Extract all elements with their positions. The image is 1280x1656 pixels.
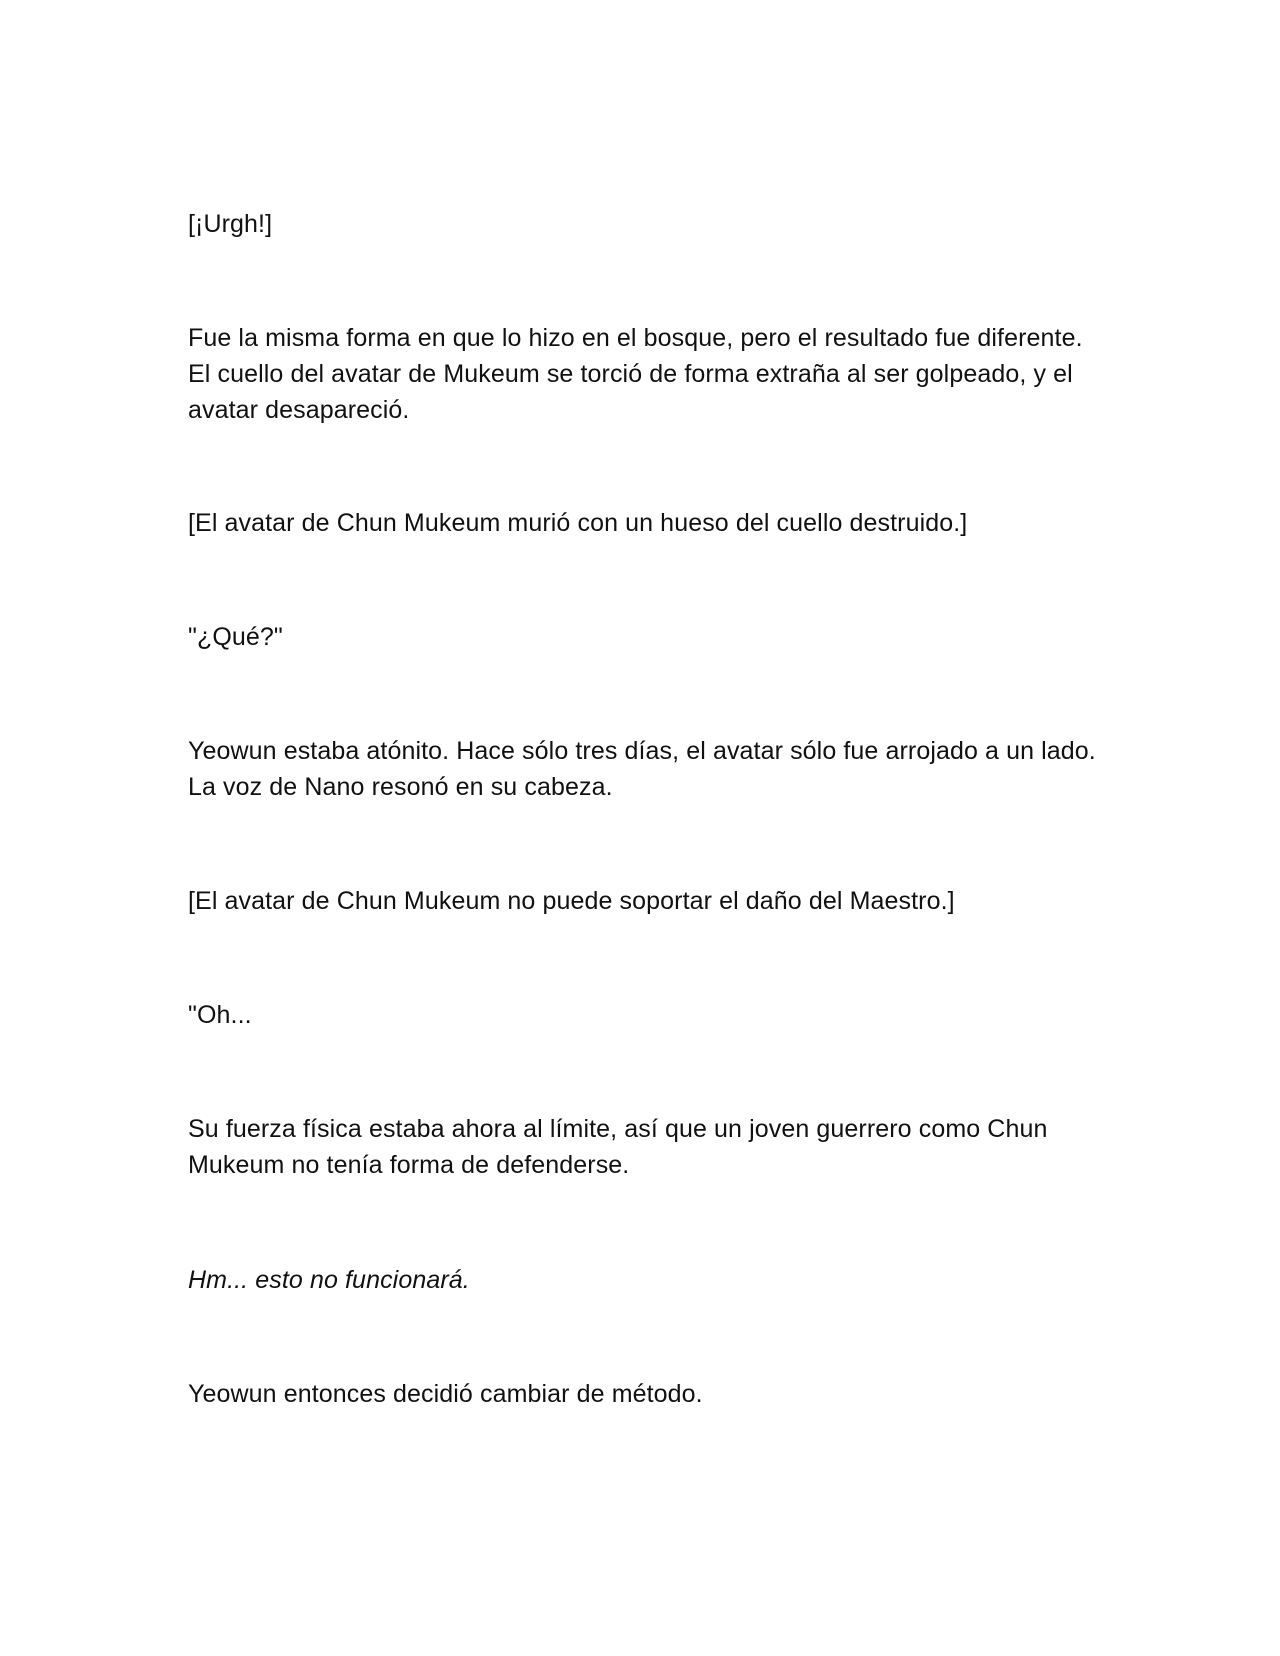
paragraph-2: Fue la misma forma en que lo hizo en el bosque, pero el resultado fue diferente. El cuello del avatar de Mukeum se torció de forma extraña al ser golpeado, y el avatar desapareció. [188,324,1083,424]
paragraph-3: [El avatar de Chun Mukeum murió con un hueso del cuello destruido.] [188,509,968,537]
paragraph-7: "Oh... [188,1001,252,1029]
paragraph-9-italic: Hm... esto no funcionará. [188,1266,470,1294]
paragraph-4: "¿Qué?" [188,623,283,651]
paragraph-10: Yeowun entonces decidió cambiar de método. [188,1380,703,1408]
paragraph-1: [¡Urgh!] [188,210,273,238]
paragraph-6: [El avatar de Chun Mukeum no puede soportar el daño del Maestro.] [188,887,955,915]
paragraph-5: Yeowun estaba atónito. Hace sólo tres días, el avatar sólo fue arrojado a un lado. La voz de Nano resonó en su cabeza. [188,737,1096,801]
paragraph-8: Su fuerza física estaba ahora al límite, así que un joven guerrero como Chun Mukeum no tenía forma de defenderse. [188,1115,1048,1179]
